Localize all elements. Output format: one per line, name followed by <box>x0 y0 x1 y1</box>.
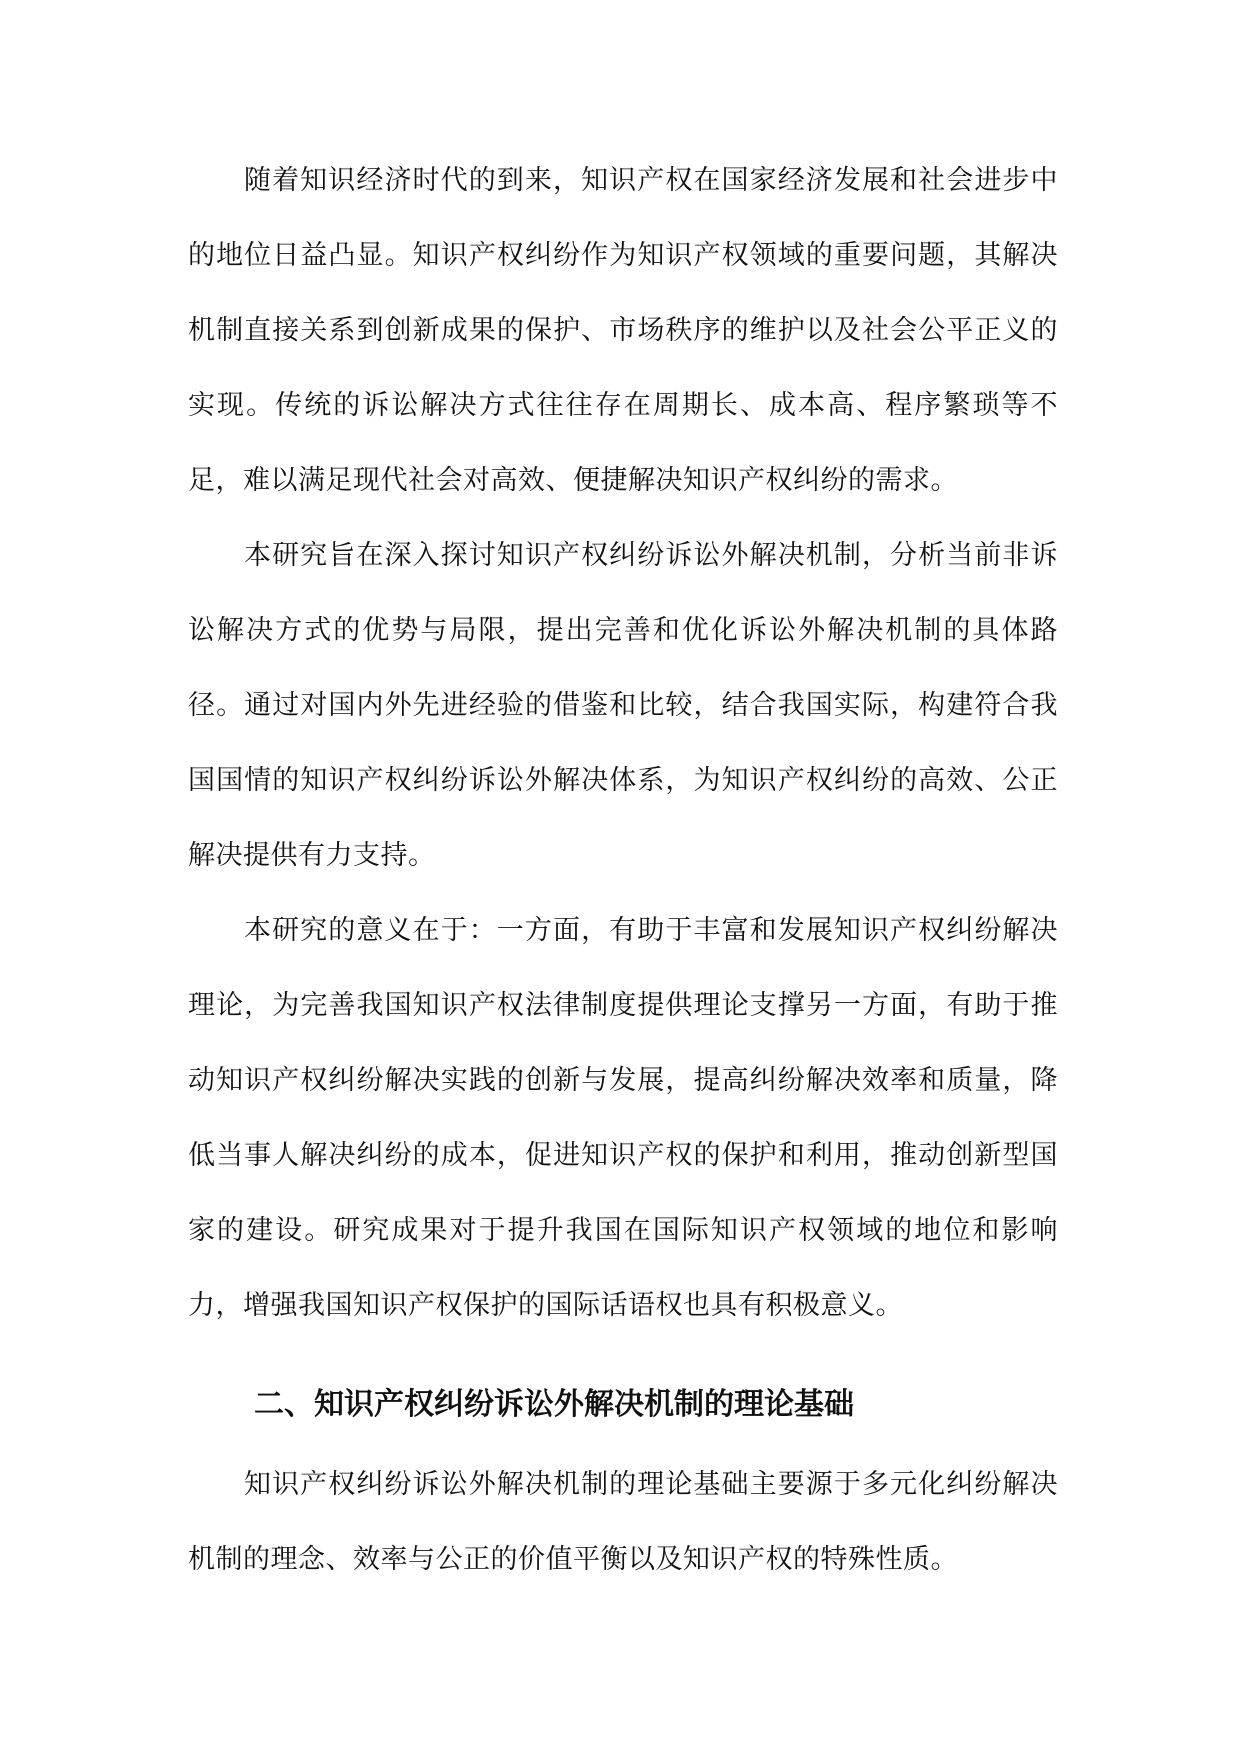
paragraph-theory-basis: 知识产权纠纷诉讼外解决机制的理论基础主要源于多元化纠纷解决机制的理念、效率与公正的价值平衡以及知识产权的特殊性质。 <box>188 1469 1058 1575</box>
paragraph-background: 随着知识经济时代的到来，知识产权在国家经济发展和社会进步中的地位日益凸显。知识产权纠纷作为知识产权领域的重要问题，其解决机制直接关系到创新成果的保护、市场秩序的维护以及社会公平正义的实现。传统的诉讼解决方式往往存在周期长、成本高、程序繁琐等不足，难以满足现代社会对高效、便捷解决知识产权纠纷的需求。 <box>188 165 1058 496</box>
paragraph-research-aim: 本研究旨在深入探讨知识产权纠纷诉讼外解决机制，分析当前非诉讼解决方式的优势与局限，提出完善和优化诉讼外解决机制的具体路径。通过对国内外先进经验的借鉴和比较，结合我国实际，构建符合我国国情的知识产权纠纷诉讼外解决体系，为知识产权纠纷的高效、公正解决提供有力支持。 <box>188 540 1058 871</box>
document-body <box>188 143 1058 1597</box>
section-heading: 二、知识产权纠纷诉讼外解决机制的理论基础 <box>254 1387 854 1422</box>
paragraph-research-significance: 本研究的意义在于：一方面，有助于丰富和发展知识产权纠纷解决理论，为完善我国知识产权法律制度提供理论支撑另一方面，有助于推动知识产权纠纷解决实践的创新与发展，提高纠纷解决效率和质量，降低当事人解决纠纷的成本，促进知识产权的保护和利用，推动创新型国家的建设。研究成果对于提升我国在国际知识产权领域的地位和影响力，增强我国知识产权保护的国际话语权也具有积极意义。 <box>188 915 1058 1321</box>
